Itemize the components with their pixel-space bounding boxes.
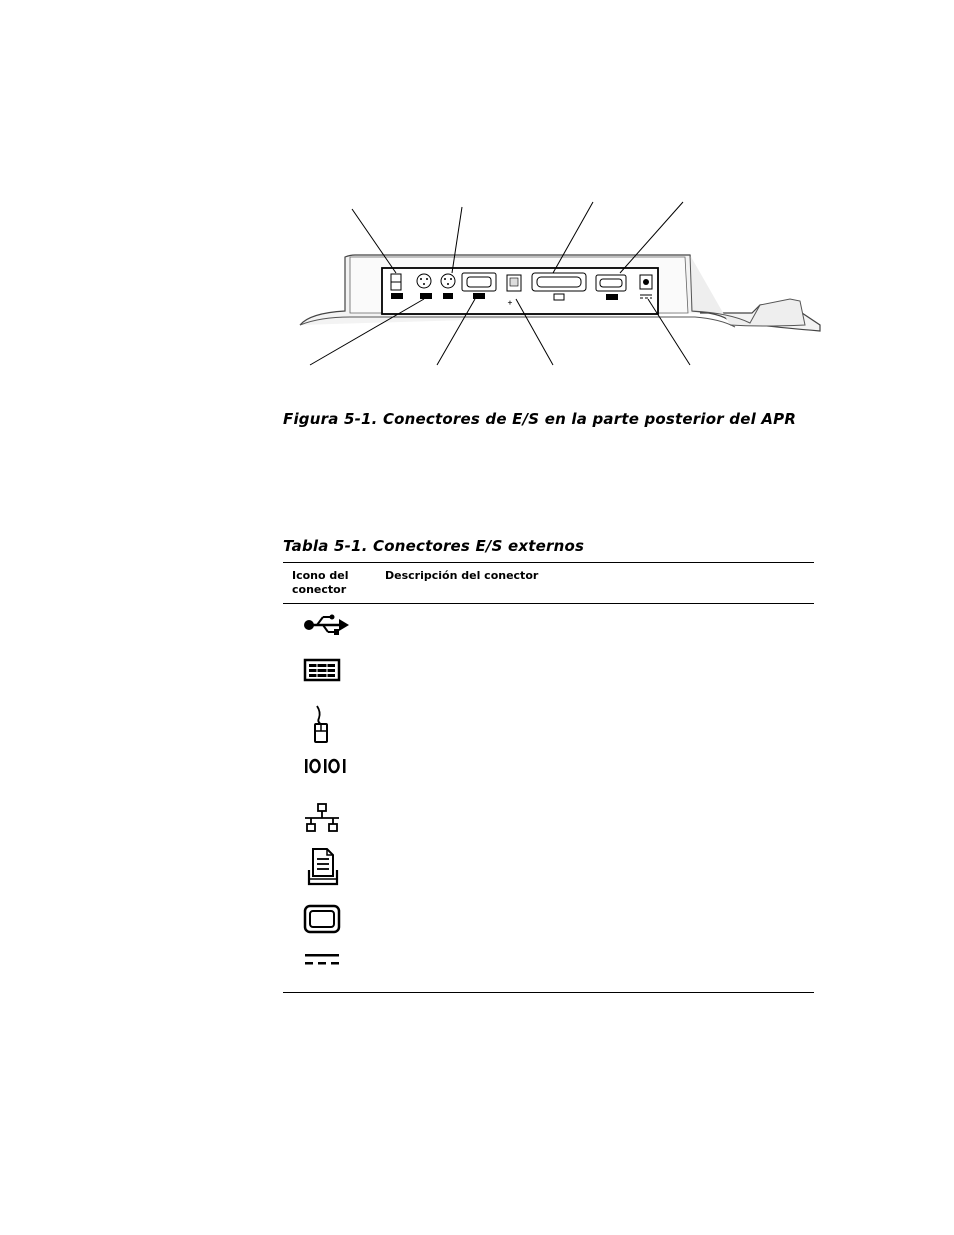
table-row [303, 802, 363, 842]
connectors-table [283, 562, 814, 993]
table-bottom-rule [283, 992, 814, 993]
table-row [303, 612, 363, 652]
table-top-rule [283, 562, 814, 563]
apr-rear-connectors-figure [290, 195, 830, 375]
table-title: Tabla 5-1. Conectores E/S externos [283, 537, 585, 555]
dc-power-icon [303, 952, 343, 968]
parallel-printer-icon [303, 846, 343, 888]
mouse-icon [303, 704, 343, 744]
table-row [303, 904, 363, 944]
header-description: Descripción del conector [385, 569, 539, 582]
keyboard-icon [303, 658, 343, 682]
table-row [303, 846, 363, 886]
serial-icon [303, 756, 353, 776]
svg-text:ᚐ: ᚐ [508, 298, 512, 307]
header-icon: Icono del conector [292, 569, 349, 596]
table-row [303, 704, 363, 744]
usb-icon [303, 612, 351, 638]
apr-illustration [290, 195, 830, 375]
network-icon [303, 802, 343, 836]
table-row [303, 952, 363, 992]
table-header-rule [283, 603, 814, 604]
table-row [303, 658, 363, 698]
figure-caption: Figura 5-1. Conectores de E/S en la parte posterior del APR [283, 410, 797, 428]
table-row [303, 756, 363, 796]
video-icon [303, 904, 343, 934]
